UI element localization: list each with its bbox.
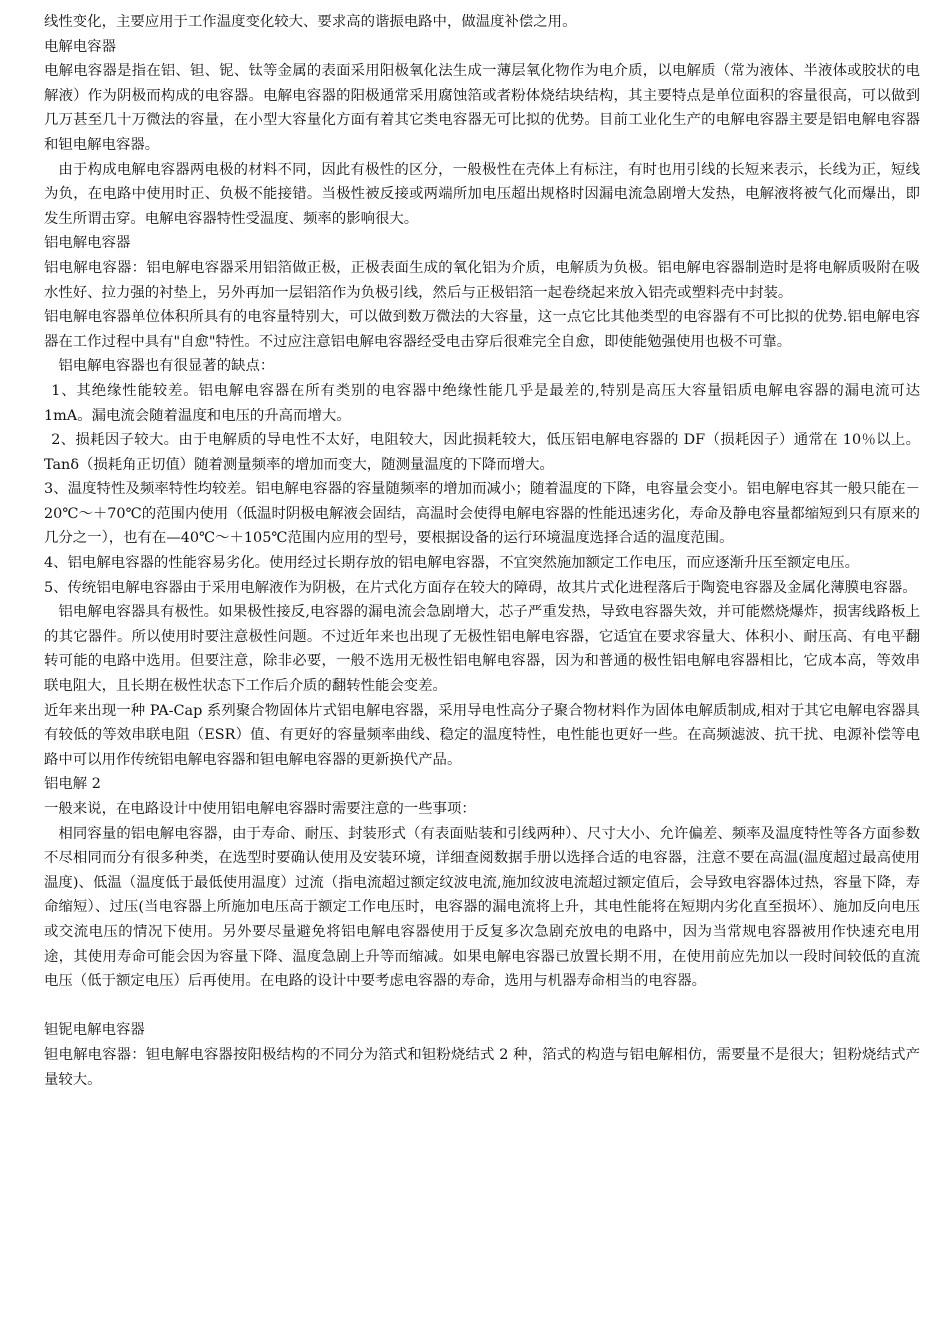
document-page	[44, 10, 920, 1092]
paragraph-temperature-compensation: 线性变化，主要应用于工作温度变化较大、要求高的谐振电路中，做温度补偿之用。	[44, 14, 577, 30]
paragraph-design-notes-intro: 一般来说，在电路设计中使用铝电解电容器时需要注意的一些事项：	[44, 801, 476, 817]
paragraph-aluminum-drawbacks-intro: 铝电解电容器也有很显著的缺点：	[58, 358, 275, 375]
paragraph-drawback-1: 1、其绝缘性能较差。铝电解电容器在所有类别的电容器中绝缘性能几乎是最差的,特别是高压大容量铝质电解电容器的漏电流可达 1mA。漏电流会随着温度和电压的升高而增大。	[44, 382, 921, 424]
heading-aluminum-electrolytic: 铝电解电容器	[44, 235, 131, 252]
paragraph-electrolytic-polarity: 由于构成电解电容器两电极的材料不同，因此有极性的区分，一般极性在壳体上有标注，有时也用引线的长短来表示，长线为正，短线为负，在电路中使用时正、负极不能接错。当极性被反接或两端所加电压超出规格时因漏电流急剧增大发热，电解液将被气化而爆出，即发生所谓击穿。电解电容器特性受温度、频率的影响很大。	[44, 161, 920, 227]
paragraph-design-notes: 相同容量的铝电解电容器，由于寿命、耐压、封装形式（有表面贴装和引线两种）、尺寸大小、允许偏差、频率及温度特性等各方面参数不尽相同而分有很多种类，在选型时要确认使用及安装环境，详细查阅数据手册以选择合适的电容器，注意不要在高温(温度超过最高使用温度)、低温（温度低于最低使用温度）过流（指电流超过额定纹波电流,施加纹波电流超过额定值后，会导致电容器体过热，容量下降，寿命缩短）、过压(当电容器上所施加电压高于额定工作电压时，电容器的漏电流将上升，其电性能将在短期内劣化直至损坏）、施加反向电压或交流电压的情况下使用。另外要尽量避免将铝电解电容器使用于反复多次急剧充放电的电路中，因为当常规电容器被用作快速充电用途，其使用寿命可能会因为容量下降、温度急剧上升等而缩减。如果电解电容器已放置长期不用，在使用前应先加以一段时间较低的直流电压（低于额定电压）后再使用。在电路的设计中要考虑电容器的寿命，选用与机器寿命相当的电容器。	[44, 825, 920, 990]
heading-aluminum-electrolytic-2: 铝电解 2	[44, 776, 101, 793]
paragraph-drawback-2: 2、损耗因子较大。由于电解质的导电性不太好，电阻较大，因此损耗较大，低压铝电解电容器的 DF（损耗因子）通常在 10％以上。 Tanδ（损耗角正切值）随着测量频率的增加而变大，随测量温度的下降而增大。	[44, 432, 920, 473]
paragraph-aluminum-polarity: 铝电解电容器具有极性。如果极性接反,电容器的漏电流会急剧增大，芯子严重发热，导致电容器失效，并可能燃烧爆炸，损害线路板上的其它器件。所以使用时要注意极性问题。不过近年来也出现了无极性铝电解电容器，它适宜在要求容量大、体积小、耐压高、有电平翻转可能的电路中选用。但要注意，除非必要，一般不选用无极性铝电解电容器，因为和普通的极性铝电解电容器相比，它成本高，等效串联电阻大，且长期在极性状态下工作后介质的翻转性能会变差。	[44, 604, 920, 695]
paragraph-drawback-5: 5、传统铝电解电容器由于采用电解液作为阴极，在片式化方面存在较大的障碍，故其片式化进程落后于陶瓷电容器及金属化薄膜电容器。	[44, 579, 917, 596]
blank-line	[44, 994, 920, 1019]
paragraph-drawback-4: 4、铝电解电容器的性能容易劣化。使用经过长期存放的铝电解电容器，不宜突然施加额定工作电压，而应逐渐升压至额定电压。	[44, 555, 860, 572]
paragraph-tantalum: 钽电解电容器：钽电解电容器按阳极结构的不同分为箔式和钽粉烧结式 2 种，箔式的构造与铝电解相仿，需要量不是很大；钽粉烧结式产量较大。	[44, 1046, 920, 1088]
heading-tantalum-niobium: 钽铌电解电容器	[44, 1022, 145, 1039]
paragraph-aluminum-construction: 铝电解电容器：铝电解电容器采用铝箔做正极，正极表面生成的氧化铝为介质，电解质为负极。铝电解电容器制造时是将电解质吸附在吸水性好、拉力强的衬垫上，另外再加一层铝箔作为负极引线，然后与正极铝箔一起卷绕起来放入铝壳或塑料壳中封装。	[44, 259, 920, 301]
paragraph-drawback-3: 3、温度特性及频率特性均较差。铝电解电容器的容量随频率的增加而减小；随着温度的下降，电容量会变小。铝电解电容其一般只能在－20℃～＋70℃的范围内使用（低温时阴极电解液会固结，高温时会使得电解电容器的性能迅速劣化，寿命及静电容量都缩短到只有原来的几分之一），也有在—40℃～＋105℃范围内应用的型号，要根据设备的运行环境温度选择合适的温度范围。	[44, 481, 920, 547]
paragraph-electrolytic-definition: 电解电容器是指在铝、钽、铌、钛等金属的表面采用阳极氧化法生成一薄层氧化物作为电介质，以电解质（常为液体、半液体或胶状的电解液）作为阴极而构成的电容器。电解电容器的阳极通常采用腐蚀箔或者粉体烧结块结构，其主要特点是单位面积的容量很高，可以做到几万甚至几十万微法的容量，在小型大容量化方面有着其它类电容器无可比拟的优势。目前工业化生产的电解电容器主要是铝电解电容器和钽电解电容器。	[44, 63, 920, 153]
heading-electrolytic-capacitor: 电解电容器	[44, 38, 116, 55]
paragraph-pa-cap: 近年来出现一种 PA-Cap 系列聚合物固体片式铝电解电容器，采用导电性高分子聚合物材料作为固体电解质制成,相对于其它电解电容器具有较低的等效串联电阻（ESR）值、有更好的容量频率曲线、稳定的温度特性，电性能也更好一些。在高频滤波、抗干扰、电源补偿等电路中可以用作传统铝电解电容器和钽电解电容器的更新换代产品。	[44, 702, 920, 768]
paragraph-aluminum-capacity: 铝电解电容器单位体积所具有的电容量特别大，可以做到数万微法的大容量，这一点它比其他类型的电容器有不可比拟的优势.铝电解电容器在工作过程中具有"自愈"特性。不过应注意铝电解电容器经受电击穿后很难完全自愈，即使能勉强使用也极不可靠。	[44, 309, 920, 350]
